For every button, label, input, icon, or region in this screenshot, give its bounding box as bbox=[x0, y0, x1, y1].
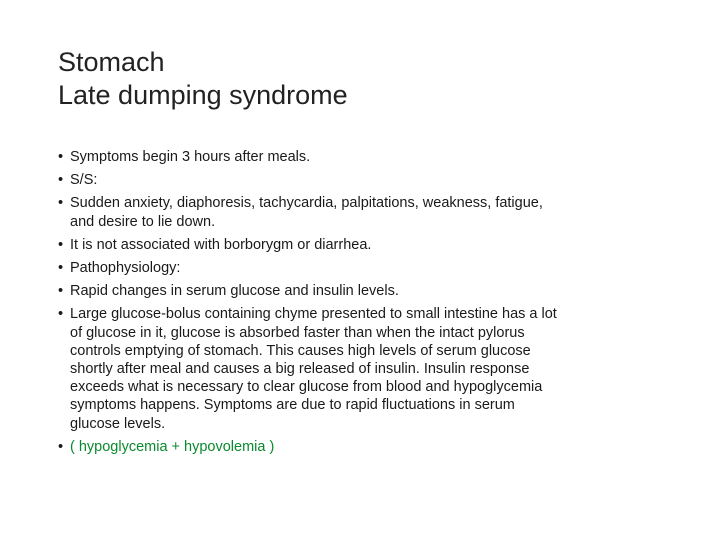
bullet-list bbox=[58, 148, 678, 461]
list-item-text: S/S: bbox=[70, 172, 98, 189]
list-item-text: Large glucose-bolus containing chyme presented to small intestine has a lot bbox=[70, 306, 557, 323]
list-item bbox=[58, 148, 678, 166]
list-item-text: of glucose in it, glucose is absorbed faster than when the intact pylorus bbox=[70, 324, 525, 341]
list-item-text: controls emptying of stomach. This causes high levels of serum glucose bbox=[70, 342, 531, 359]
list-item bbox=[58, 305, 678, 432]
list-item-text: Rapid changes in serum glucose and insulin levels. bbox=[70, 283, 399, 300]
list-item-text: Symptoms begin 3 hours after meals. bbox=[70, 149, 311, 165]
bullet-icon: • bbox=[58, 149, 64, 165]
bullet-icon: • bbox=[58, 236, 64, 253]
list-item-text: It is not associated with borborygm or diarrhea. bbox=[70, 236, 372, 253]
list-item-text: Sudden anxiety, diaphoresis, tachycardia, palpitations, weakness, fatigue, bbox=[70, 195, 543, 212]
list-item bbox=[58, 259, 678, 277]
list-item bbox=[58, 282, 678, 300]
list-item bbox=[58, 236, 678, 254]
list-item-text: glucose levels. bbox=[70, 415, 166, 432]
list-item-text: shortly after meal and causes a big released of insulin. Insulin response bbox=[70, 361, 530, 378]
list-item-text: exceeds what is necessary to clear glucose from blood and hypoglycemia bbox=[70, 379, 543, 396]
bullet-icon: • bbox=[58, 172, 64, 189]
title-line-1: Stomach bbox=[58, 47, 165, 77]
bullet-icon: • bbox=[58, 438, 64, 455]
list-item-text: Pathophysiology: bbox=[70, 260, 181, 277]
bullet-icon: • bbox=[58, 195, 64, 212]
list-item bbox=[58, 194, 678, 230]
list-item-text: ( hypoglycemia + hypovolemia ) bbox=[70, 438, 275, 455]
list-item-text: and desire to lie down. bbox=[70, 213, 216, 230]
list-item bbox=[58, 171, 678, 189]
bullet-icon: • bbox=[58, 260, 64, 277]
list-item-highlight bbox=[58, 438, 678, 456]
title-line-2: Late dumping syndrome bbox=[58, 80, 348, 110]
slide-title bbox=[58, 46, 678, 112]
bullet-icon: • bbox=[58, 306, 64, 323]
list-item-text: symptoms happens. Symptoms are due to rapid fluctuations in serum bbox=[70, 397, 515, 414]
bullet-icon: • bbox=[58, 283, 64, 300]
